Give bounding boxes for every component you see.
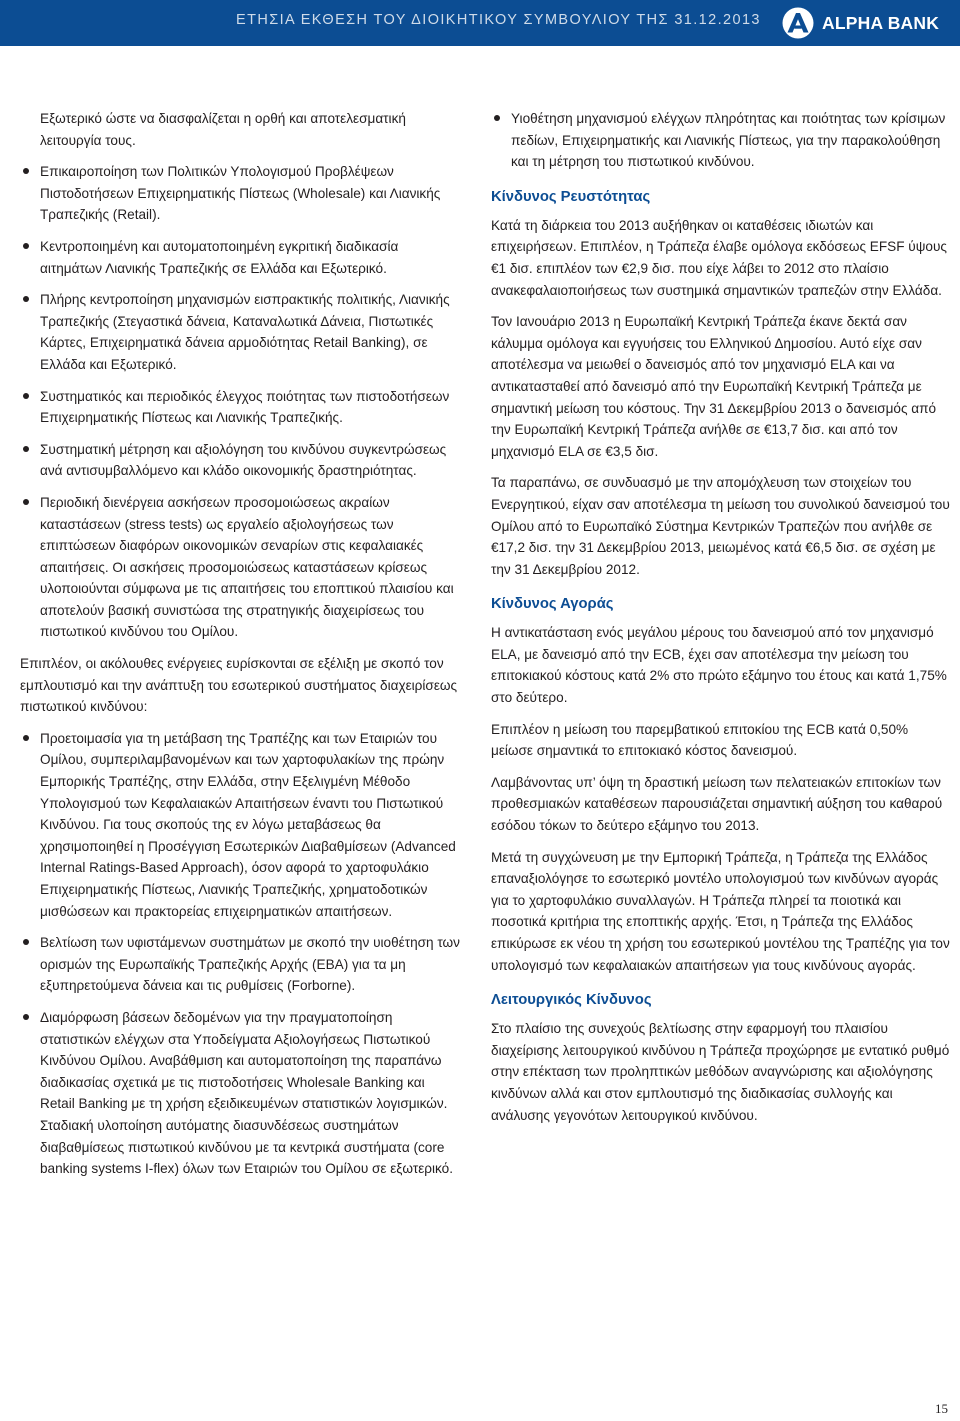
liquidity-risk-heading: Κίνδυνος Ρευστότητας <box>491 188 651 205</box>
list-item: Επικαιροποίηση των Πολιτικών Υπολογισμού Προβλέψεων Πιστοδοτήσεων Επιχειρηματικής Πίστεως (Wholesale) και Λιανικής Τραπεζικής (Retail). <box>20 161 462 226</box>
market-paragraph: Λαμβάνοντας υπ’ όψη τη δραστική μείωση των πελατειακών επιτοκίων των προθεσμιακών καταθέσεων παρουσιάζεται σημαντική αύξηση του καθαρού εσόδου τόκων το δεύτερο εξάμηνο του 2013. <box>491 774 943 834</box>
in-progress-paragraph: Επιπλέον, οι ακόλουθες ενέργειες ευρίσκονται σε εξέλιξη με σκοπό τον εμπλουτισμό και την ανάπτυξη του εσωτερικού συστήματος διαχειρίσεως πιστωτικού κινδύνου: <box>20 656 458 715</box>
report-title: ΕΤΗΣΙΑ ΕΚΘΕΣΗ ΤΟΥ ΔΙΟΙΚΗΤΙΚΟΥ ΣΥΜΒΟΥΛΙΟΥ ΤΗΣ 31.12.2013 <box>236 12 761 28</box>
measures-list <box>20 161 462 643</box>
list-item: Υιοθέτηση μηχανισμού ελέγχων πληρότητας και ποιότητας των κρίσιμων πεδίων, Επιχειρηματικής και Λιανικής Πίστεως, για την παρακολούθηση και τη μέτρηση του πιστωτικού κινδύνου. <box>491 108 950 173</box>
measures-list-continued <box>491 108 950 173</box>
liquidity-paragraph: Κατά τη διάρκεια του 2013 αυξήθηκαν οι καταθέσεις ιδιωτών και επιχειρήσεων. Επιπλέον, η Τράπεζα έλαβε ομόλογα εκδόσεως EFSF ύψους €1 δισ. επιπλέον των €2,9 δισ. που είχε λάβει το 2012 στο πλαίσιο ανακεφαλαιοποιήσεως των συστημικά σημαντικών τραπεζών στην Ελλάδα. <box>491 217 947 298</box>
list-item: Κεντροποιημένη και αυτοματοποιημένη εγκριτική διαδικασία αιτημάτων Λιανικής Τραπεζικής σε Ελλάδα και Εξωτερικό. <box>20 236 462 279</box>
operational-risk-heading: Λειτουργικός Κίνδυνος <box>491 992 652 1009</box>
alpha-bank-logo-icon <box>782 7 814 39</box>
list-item: Βελτίωση των υφιστάμενων συστημάτων με σκοπό την υιοθέτηση των ορισμών της Ευρωπαϊκής Τραπεζικής Αρχής (ΕΒΑ) για τα μη εξυπηρετούμενα δάνεια και τις ρυθμίσεις (Forborne). <box>20 932 462 997</box>
list-item: Διαμόρφωση βάσεων δεδομένων για την πραγματοποίηση στατιστικών ελέγχων στα Υποδείγματα Αξιολογήσεως Πιστωτικού Κινδύνου Ομίλου. Αναβάθμιση και αυτοματοποίηση της παραπάνω διαδικασίας σχετικά με τις πιστοδοτήσεις Wholesale Banking και Retail Banking με τη χρήση εξειδικευμένων στατιστικών λογισμικών. Σταδιακή υλοποίηση αυτόματης διασυνδέσεως συστημάτων διαβαθμίσεως πιστωτικού κινδύνου με τα κεντρικά συστήματα (core banking systems I-flex) όλων των Εταιριών του Ομίλου σε εξωτερικό. <box>20 1007 462 1180</box>
list-item: Προετοιμασία για τη μετάβαση της Τραπέζης και των Εταιριών του Ομίλου, συμπεριλαμβανομένων και των χαρτοφυλακίων της πρώην Εμπορικής Τραπέζης, στην Ελλάδα, στην Εξελιγμένη Μέθοδο Υπολογισμού των Κεφαλαιακών Απαιτήσεων έναντι του Πιστωτικού Κινδύνου. Για τους σκοπούς της εν λόγω μεταβάσεως θα χρησιμοποιηθεί η Προσέγγιση Εσωτερικών Διαβαθμίσεων (Advanced Internal Ratings-Based Approach), όσον αφορά το χαρτοφυλάκιο Επιχειρηματικής Πίστεως, Λιανικής Τραπεζικής, χρηματοδοτικών μισθώσεων και πρακτορείας επιχειρηματικών απαιτήσεων. <box>20 728 462 922</box>
liquidity-paragraph: Τα παραπάνω, σε συνδυασμό με την απομόχλευση των στοιχείων του Ενεργητικού, είχαν σαν αποτέλεσμα τη μείωση του συνολικού δανεισμού του Ομίλου από το Ευρωπαϊκό Σύστημα Κεντρικών Τραπεζών που ανήλθε σε €17,2 δισ. την 31 Δεκεμβρίου 2013, μειωμένος κατά €6,5 δισ. σε σχέση με την 31 Δεκεμβρίου 2012. <box>491 475 950 577</box>
list-item: Συστηματικός και περιοδικός έλεγχος ποιότητας των πιστοδοτήσεων Επιχειρηματικής Πίστεως και Λιανικής Τραπεζικής. <box>20 386 462 429</box>
brand-name: ALPHA BANK <box>822 12 940 33</box>
list-item: Συστηματική μέτρηση και αξιολόγηση του κινδύνου συγκεντρώσεως ανά αντισυμβαλλόμενο και κλάδο οικονομικής δραστηριότητας. <box>20 439 462 482</box>
market-risk-heading: Κίνδυνος Αγοράς <box>491 596 614 613</box>
left-column <box>20 108 462 1190</box>
list-item: Πλήρης κεντροποίηση μηχανισμών εισπρακτικής πολιτικής, Λιανικής Τραπεζικής (Στεγαστικά δάνεια, Καταναλωτικά Δάνεια, Πιστωτικές Κάρτες, Επιχειρηματικά δάνεια αρμοδιότητας Retail Banking), σε Ελλάδα και Εξωτερικό. <box>20 289 462 375</box>
market-paragraph: Επιπλέον η μείωση του παρεμβατικού επιτοκίου της ECB κατά 0,50% μείωσε σημαντικά το επιτοκιακό κόστος δανεισμού. <box>491 721 909 759</box>
brand-logo <box>782 6 939 40</box>
page-number: 15 <box>935 1401 948 1416</box>
intro-continuation: Εξωτερικό ώστε να διασφαλίζεται η ορθή και αποτελεσματική λειτουργία τους. <box>40 111 406 148</box>
market-paragraph: Η αντικατάσταση ενός μεγάλου μέρους του δανεισμού από τον μηχανισμό ELA, με δανεισμό από την ECB, έχει σαν αποτέλεσμα την μείωση του επιτοκιακού κόστους κατά 2% στο πρώτο εξάμηνο του έτους και κατά 1,75% στο δεύτερο. <box>491 625 947 706</box>
liquidity-paragraph: Τον Ιανουάριο 2013 η Ευρωπαϊκή Κεντρική Τράπεζα έκανε δεκτά σαν κάλυμμα ομόλογα και εγγυήσεις του Ελληνικού Δημοσίου. Αυτό είχε σαν αποτέλεσμα να μειωθεί ο δανεισμός από τον μηχανισμό ELA και να αντικατασταθεί από δανεισμό από την Ευρωπαϊκή Κεντρική Τράπεζα με σημαντική μείωση του κόστους. Την 31 Δεκεμβρίου 2013 ο δανεισμός από την Ευρωπαϊκή Κεντρική Τράπεζα ανήλθε σε €13,7 δισ. και από τον μηχανισμό ELA σε €3,5 δισ. <box>491 314 937 459</box>
market-paragraph: Μετά τη συγχώνευση με την Εμπορική Τράπεζα, η Τράπεζα της Ελλάδος επαναξιολόγησε το εσωτερικό μοντέλο υπολογισμού των κινδύνων αγοράς για το χαρτοφυλάκιο συναλλαγών. Η Τράπεζα πληρεί τα ποιοτικά και ποσοτικά κριτήρια της εποπτικής αρχής. Έτσι, η Τράπεζα της Ελλάδος επικύρωσε εκ νέου τη χρήση του εσωτερικού μοντέλου της Τραπέζης για τον υπολογισμό των κεφαλαιακών απαιτήσεων για τους κινδύνους αγοράς. <box>491 849 950 973</box>
header-band <box>0 0 960 46</box>
operational-paragraph: Στο πλαίσιο της συνεχούς βελτίωσης στην εφαρμογή του πλαισίου διαχείρισης λειτουργικού κινδύνου η Τράπεζα προχώρησε με εντατικό ρυθμό στην επέκταση των προληπτικών μεθόδων αναγνώρισης και αξιολόγησης κινδύνων αλλά και στον εμπλουτισμό της διαδικασίας συλλογής και ανάλυσης γεγονότων λειτουργικού κινδύνου. <box>491 1021 950 1123</box>
in-progress-list <box>20 728 462 1180</box>
list-item: Περιοδική διενέργεια ασκήσεων προσομοιώσεως ακραίων καταστάσεων (stress tests) ως εργαλείο αξιολογήσεως των επιπτώσεων διαφόρων οικονομικών σεναρίων στις κεφαλαιακές απαιτήσεις. Οι ασκήσεις προσομοιώσεως καταστάσεων κρίσεως υλοποιούνται σύμφωνα με τις απαιτήσεις του εποπτικού πλαισίου και αποτελούν βασική συνιστώσα της στρατηγικής διαχειρίσεως του πιστωτικού κινδύνου του Ομίλου. <box>20 492 462 643</box>
right-column <box>491 108 950 1136</box>
